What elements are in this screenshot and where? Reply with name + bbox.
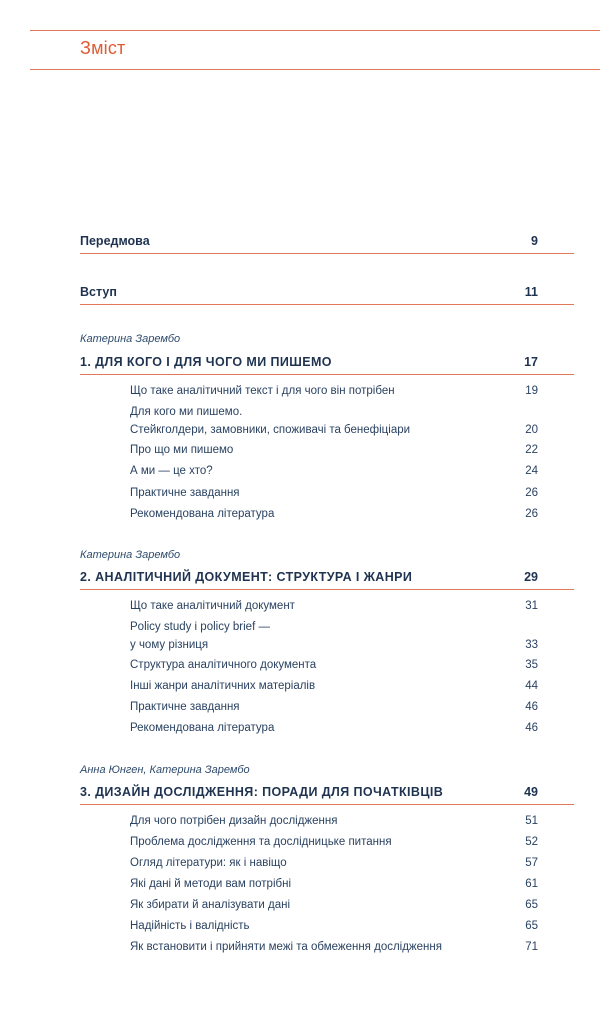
subentry-label: Практичне завдання — [130, 701, 240, 713]
subentry-page: 61 — [525, 878, 538, 890]
toc-subentry[interactable] — [130, 462, 538, 480]
toc-subentry[interactable] — [130, 597, 538, 615]
toc-entry-label: Передмова — [80, 234, 150, 248]
toc-subentry[interactable] — [130, 677, 538, 695]
subentry-label: Про що ми пишемо — [130, 444, 234, 456]
subentry-label: Надійність і валідність — [130, 920, 250, 932]
page-title: Зміст — [80, 38, 126, 58]
toc-entry-intro[interactable] — [80, 285, 574, 305]
subentry-label: Як встановити і прийняти межі та обмеження дослідження — [130, 941, 442, 953]
subentry-label: А ми — це хто? — [130, 465, 213, 477]
toc-entry-page: 11 — [524, 285, 538, 299]
subentry-label: Рекомендована література — [130, 508, 275, 520]
subentry-page: 71 — [525, 941, 538, 953]
subentry-page: 22 — [525, 444, 538, 456]
subentry-label: Інші жанри аналітичних матеріалів — [130, 680, 316, 692]
toc-subentry[interactable] — [130, 917, 538, 935]
subentry-label: Що таке аналітичний текст і для чого він потрібен — [130, 385, 395, 397]
toc-subentry[interactable] — [130, 833, 538, 851]
chapter-heading[interactable] — [80, 570, 574, 590]
title-rule — [30, 69, 600, 70]
subentry-page: 20 — [525, 424, 538, 436]
toc-subentry[interactable] — [130, 854, 538, 872]
toc-entry-page: 9 — [531, 234, 538, 248]
subentry-label: Практичне завдання — [130, 487, 240, 499]
toc-subentry[interactable] — [130, 505, 538, 523]
subentry-label: Проблема дослідження та дослідницьке питання — [130, 836, 392, 848]
subentry-label: Що таке аналітичний документ — [130, 600, 295, 612]
subentry-page: 52 — [525, 836, 538, 848]
subentry-page: 19 — [525, 385, 538, 397]
toc-subentry[interactable] — [130, 698, 538, 716]
subentry-page: 24 — [525, 465, 538, 477]
chapter-heading[interactable] — [80, 785, 574, 805]
toc-subentry[interactable] — [130, 441, 538, 459]
toc-entry-label: Вступ — [80, 285, 117, 299]
subentry-page: 33 — [525, 639, 538, 651]
subentry-label: Структура аналітичного документа — [130, 659, 317, 671]
toc-subentry[interactable] — [130, 896, 538, 914]
subentry-page: 51 — [525, 815, 538, 827]
subentry-label: Рекомендована література — [130, 722, 275, 734]
subentry-page: 31 — [525, 600, 538, 612]
subentry-page: 35 — [525, 659, 538, 671]
chapter-author: Катерина Зарембо — [80, 549, 181, 561]
toc-subentry[interactable] — [130, 382, 538, 400]
subentry-page: 26 — [525, 508, 538, 520]
toc-subentry[interactable] — [130, 656, 538, 674]
chapter-heading[interactable] — [80, 355, 574, 375]
chapter-title: 1. ДЛЯ КОГО І ДЛЯ ЧОГО МИ ПИШЕМО — [80, 355, 332, 369]
subentry-page: 57 — [525, 857, 538, 869]
subentry-page: 65 — [525, 899, 538, 911]
toc-subentry[interactable] — [130, 938, 538, 956]
subentry-label: Для чого потрібен дизайн дослідження — [130, 815, 338, 827]
subentry-page: 44 — [525, 680, 538, 692]
toc-subentry[interactable] — [130, 403, 538, 439]
toc-subentry[interactable] — [130, 484, 538, 502]
chapter-page: 17 — [524, 355, 538, 369]
toc-entry-preface[interactable] — [80, 234, 574, 254]
subentry-page: 26 — [525, 487, 538, 499]
top-rule — [30, 30, 600, 31]
chapter-title: 2. АНАЛІТИЧНИЙ ДОКУМЕНТ: СТРУКТУРА І ЖАНРИ — [80, 570, 413, 584]
chapter-title: 3. ДИЗАЙН ДОСЛІДЖЕННЯ: ПОРАДИ ДЛЯ ПОЧАТКІВЦІВ — [80, 785, 444, 799]
chapter-author: Анна Юнген, Катерина Зарембо — [80, 764, 250, 776]
toc-subentry[interactable] — [130, 618, 538, 654]
chapter-page: 29 — [524, 570, 538, 584]
chapter-author: Катерина Зарембо — [80, 333, 181, 345]
toc-subentry[interactable] — [130, 875, 538, 893]
subentry-label: Які дані й методи вам потрібні — [130, 878, 291, 890]
chapter-page: 49 — [524, 785, 538, 799]
subentry-label: Для кого ми пишемо. Стейкголдери, замовники, споживачі та бенефіціари — [130, 406, 411, 436]
subentry-page: 65 — [525, 920, 538, 932]
subentry-label: Огляд літератури: як і навіщо — [130, 857, 287, 869]
subentry-page: 46 — [525, 722, 538, 734]
subentry-page: 46 — [525, 701, 538, 713]
subentry-label: Policy study і policy brief — у чому різниця — [130, 621, 270, 651]
toc-subentry[interactable] — [130, 719, 538, 737]
subentry-label: Як збирати й аналізувати дані — [130, 899, 291, 911]
toc-subentry[interactable] — [130, 812, 538, 830]
